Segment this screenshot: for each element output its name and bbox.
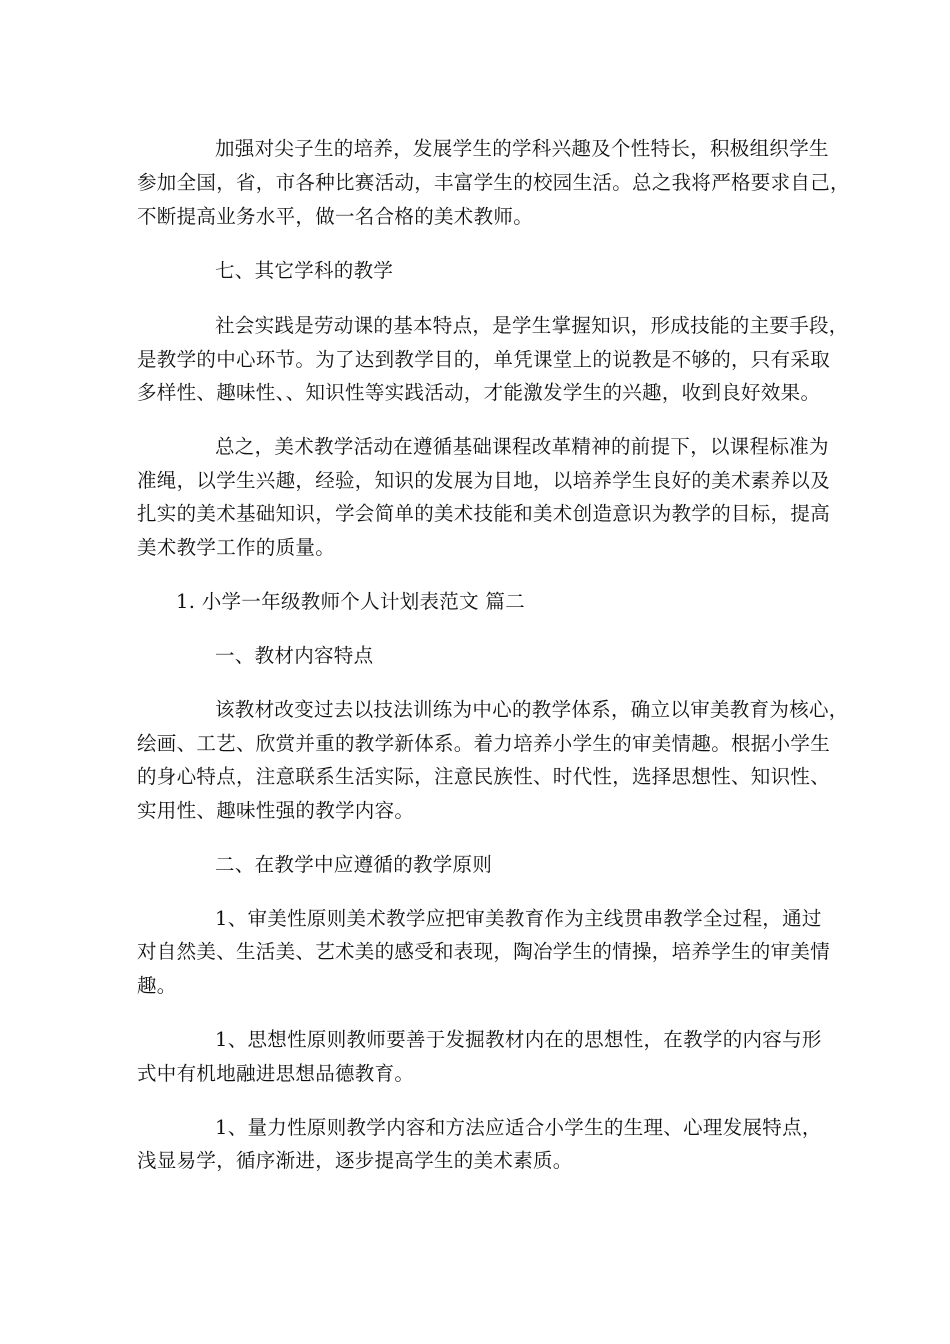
paragraph-line: 扎实的美术基础知识，学会简单的美术技能和美术创造意识为教学的目标，提高 (137, 502, 831, 525)
paragraph-line: 1、审美性原则美术教学应把审美教育作为主线贯串教学全过程，通过 (215, 907, 822, 930)
paragraph-line: 趣。 (137, 974, 177, 997)
paragraph-line: 对自然美、生活美、艺术美的感受和表现，陶冶学生的情操，培养学生的审美情 (137, 940, 831, 963)
paragraph-line: 是教学的中心环节。为了达到教学目的，单凭课堂上的说教是不够的，只有采取 (137, 348, 831, 371)
paragraph-line: 的身心特点，注意联系生活实际，注意民族性、时代性，选择思想性、知识性、 (137, 765, 831, 788)
paragraph-line: 式中有机地融进思想品德教育。 (137, 1062, 415, 1085)
paragraph-line: 多样性、趣味性、、知识性等实践活动，才能激发学生的兴趣，收到良好效果。 (137, 381, 821, 404)
paragraph-line: 社会实践是劳动课的基本特点，是学生掌握知识，形成技能的主要手段， (215, 314, 849, 337)
paragraph-line: 实用性、趣味性强的教学内容。 (137, 799, 415, 822)
paragraph-line: 该教材改变过去以技法训练为中心的教学体系，确立以审美教育为核心， (215, 698, 849, 721)
section-heading: 二、在教学中应遵循的教学原则 (215, 853, 493, 876)
paragraph-line: 加强对尖子生的培养，发展学生的学科兴趣及个性特长，积极组织学生 (215, 137, 829, 160)
section-heading: 一、教材内容特点 (215, 644, 374, 667)
paragraph-line: 准绳，以学生兴趣，经验，知识的发展为目地，以培养学生良好的美术素养以及 (137, 469, 831, 492)
paragraph-line: 1、量力性原则教学内容和方法应适合小学生的生理、心理发展特点， (215, 1116, 822, 1139)
section-title: 1. 小学一年级教师个人计划表范文 篇二 (176, 590, 526, 613)
paragraph-line: 浅显易学，循序渐进，逐步提高学生的美术素质。 (137, 1149, 573, 1172)
paragraph-line: 绘画、工艺、欣赏并重的教学新体系。着力培养小学生的审美情趣。根据小学生 (137, 732, 831, 755)
paragraph-line: 参加全国，省，市各种比赛活动，丰富学生的校园生活。总之我将严格要求自己， (137, 171, 850, 194)
paragraph-line: 美术教学工作的质量。 (137, 536, 336, 559)
paragraph-line: 总之，美术教学活动在遵循基础课程改革精神的前提下，以课程标准为 (215, 435, 829, 458)
paragraph-line: 1、思想性原则教师要善于发掘教材内在的思想性，在教学的内容与形 (215, 1028, 822, 1051)
section-heading: 七、其它学科的教学 (215, 259, 394, 282)
paragraph-line: 不断提高业务水平，做一名合格的美术教师。 (137, 205, 534, 228)
